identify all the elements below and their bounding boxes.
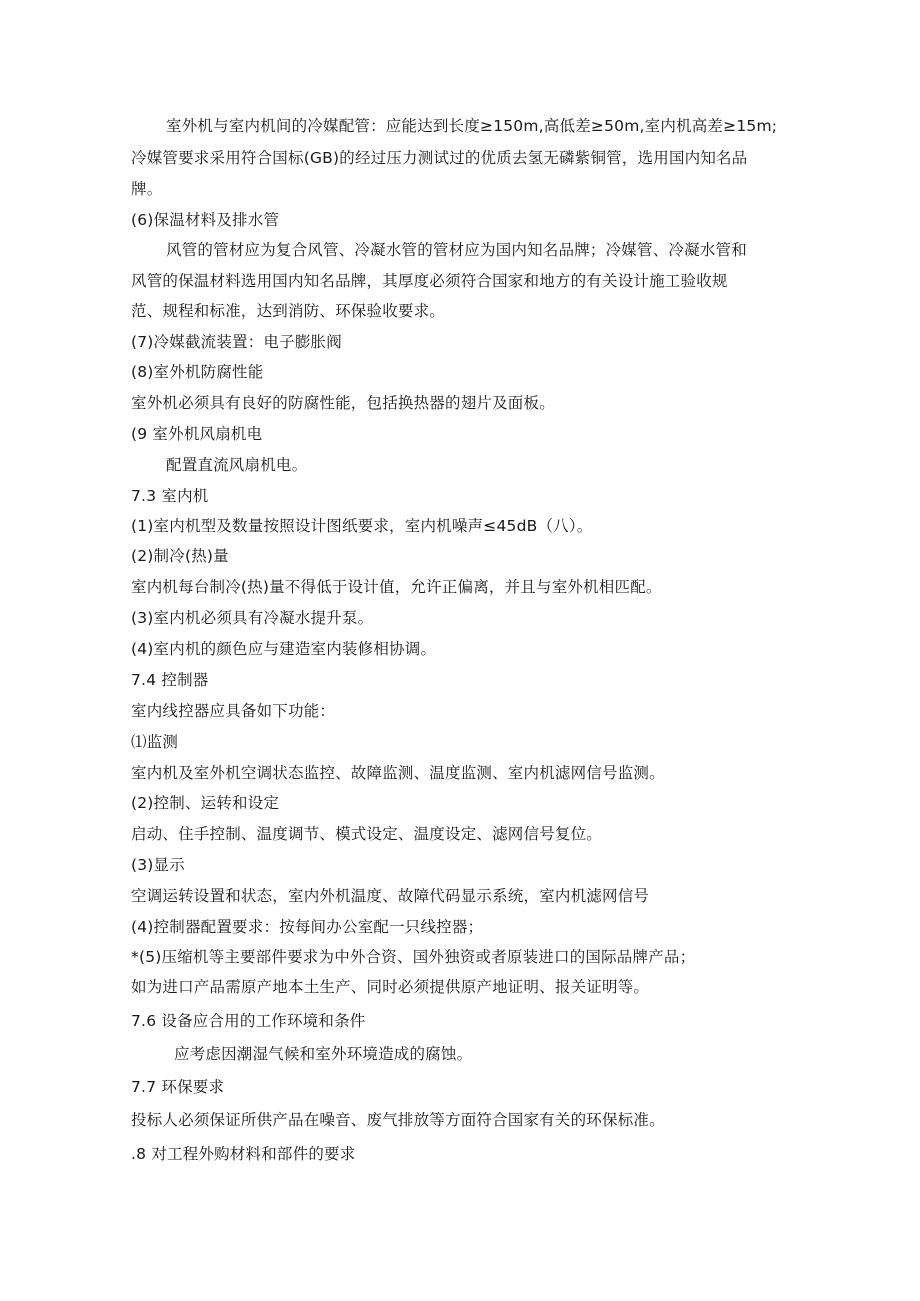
indoor-unit-capacity-text: 室内机每台制冷(热)量不得低于设计值，允许正偏离，并且与室外机相匹配。	[131, 578, 662, 596]
environmental-standard-text: 投标人必须保证所供产品在噪音、废气排放等方面符合国家有关的环保标准。	[131, 1111, 665, 1129]
controller-intro: 室内线控器应具备如下功能：	[131, 702, 336, 720]
section-7-7-heading: 7.7 环保要求	[131, 1078, 225, 1096]
controller-item-5: *(5)压缩机等主要部件要求为中外合资、国外独资或者原装进口的国际品牌产品；	[131, 948, 696, 966]
section-6-heading: (6)保温材料及排水管	[131, 211, 280, 229]
import-product-text: 如为进口产品需原产地本土生产、同时必须提供原产地证明、报关证明等。	[131, 978, 650, 996]
section-7-4-heading: 7.4 控制器	[131, 671, 209, 689]
environment-text: 应考虑因潮湿气候和室外环境造成的腐蚀。	[174, 1045, 473, 1063]
duct-material-text: 风管的管材应为复合风管、冷凝水管的管材应为国内知名品牌；冷媒管、冷凝水管和	[166, 241, 747, 259]
controller-item-3: (3)显示	[131, 856, 185, 874]
section-7-heading: (7)冷媒截流装置：电子膨胀阀	[131, 333, 342, 351]
insulation-material-text-end: 范、规程和标准，达到消防、环保验收要求。	[131, 302, 446, 320]
control-text: 启动、住手控制、温度调节、模式设定、温度设定、滤网信号复位。	[131, 825, 603, 843]
insulation-material-text: 风管的保温材料选用国内知名品牌，其厚度必须符合国家和地方的有关设计施工验收规	[131, 272, 728, 290]
monitoring-text: 室内机及室外机空调状态监控、故障监测、温度监测、室内机滤网信号监测。	[131, 764, 665, 782]
display-text: 空调运转设置和状态，室内外机温度、故障代码显示系统，室内机滤网信号	[131, 887, 650, 905]
anticorrosion-text: 室外机必须具有良好的防腐性能，包括换热器的翅片及面板。	[131, 394, 555, 412]
section-8-purchase-heading: .8 对工程外购材料和部件的要求	[131, 1145, 356, 1163]
fan-motor-text: 配置直流风扇机电。	[166, 456, 308, 474]
indoor-unit-item-4: (4)室内机的颜色应与建造室内装修相协调。	[131, 640, 437, 658]
copper-pipe-requirement-end: 牌。	[131, 180, 163, 198]
indoor-unit-item-3: (3)室内机必须具有冷凝水提升泵。	[131, 609, 374, 627]
indoor-unit-item-2: (2)制冷(热)量	[131, 547, 229, 565]
controller-item-4: (4)控制器配置要求：按每间办公室配一只线控器；	[131, 918, 484, 936]
section-9-heading: (9 室外机风扇机电	[131, 425, 263, 443]
section-8-heading: (8)室外机防腐性能	[131, 363, 264, 381]
indoor-unit-item-1: (1)室内机型及数量按照设计图纸要求，室内机噪声≤45dB（八）。	[131, 517, 593, 535]
copper-pipe-requirement: 冷媒管要求采用符合国标(GB)的经过压力测试过的优质去氢无磷紫铜管，选用国内知名品	[131, 149, 748, 167]
controller-item-2: (2)控制、运转和设定	[131, 794, 280, 812]
controller-item-1: ⑴监测	[131, 733, 179, 751]
section-7-6-heading: 7.6 设备应合用的工作环境和条件	[131, 1012, 366, 1030]
refrigerant-piping-requirement: 室外机与室内机间的冷媒配管：应能达到长度≥150m,高低差≥50m,室内机高差≥15m;	[166, 117, 778, 135]
section-7-3-heading: 7.3 室内机	[131, 487, 209, 505]
